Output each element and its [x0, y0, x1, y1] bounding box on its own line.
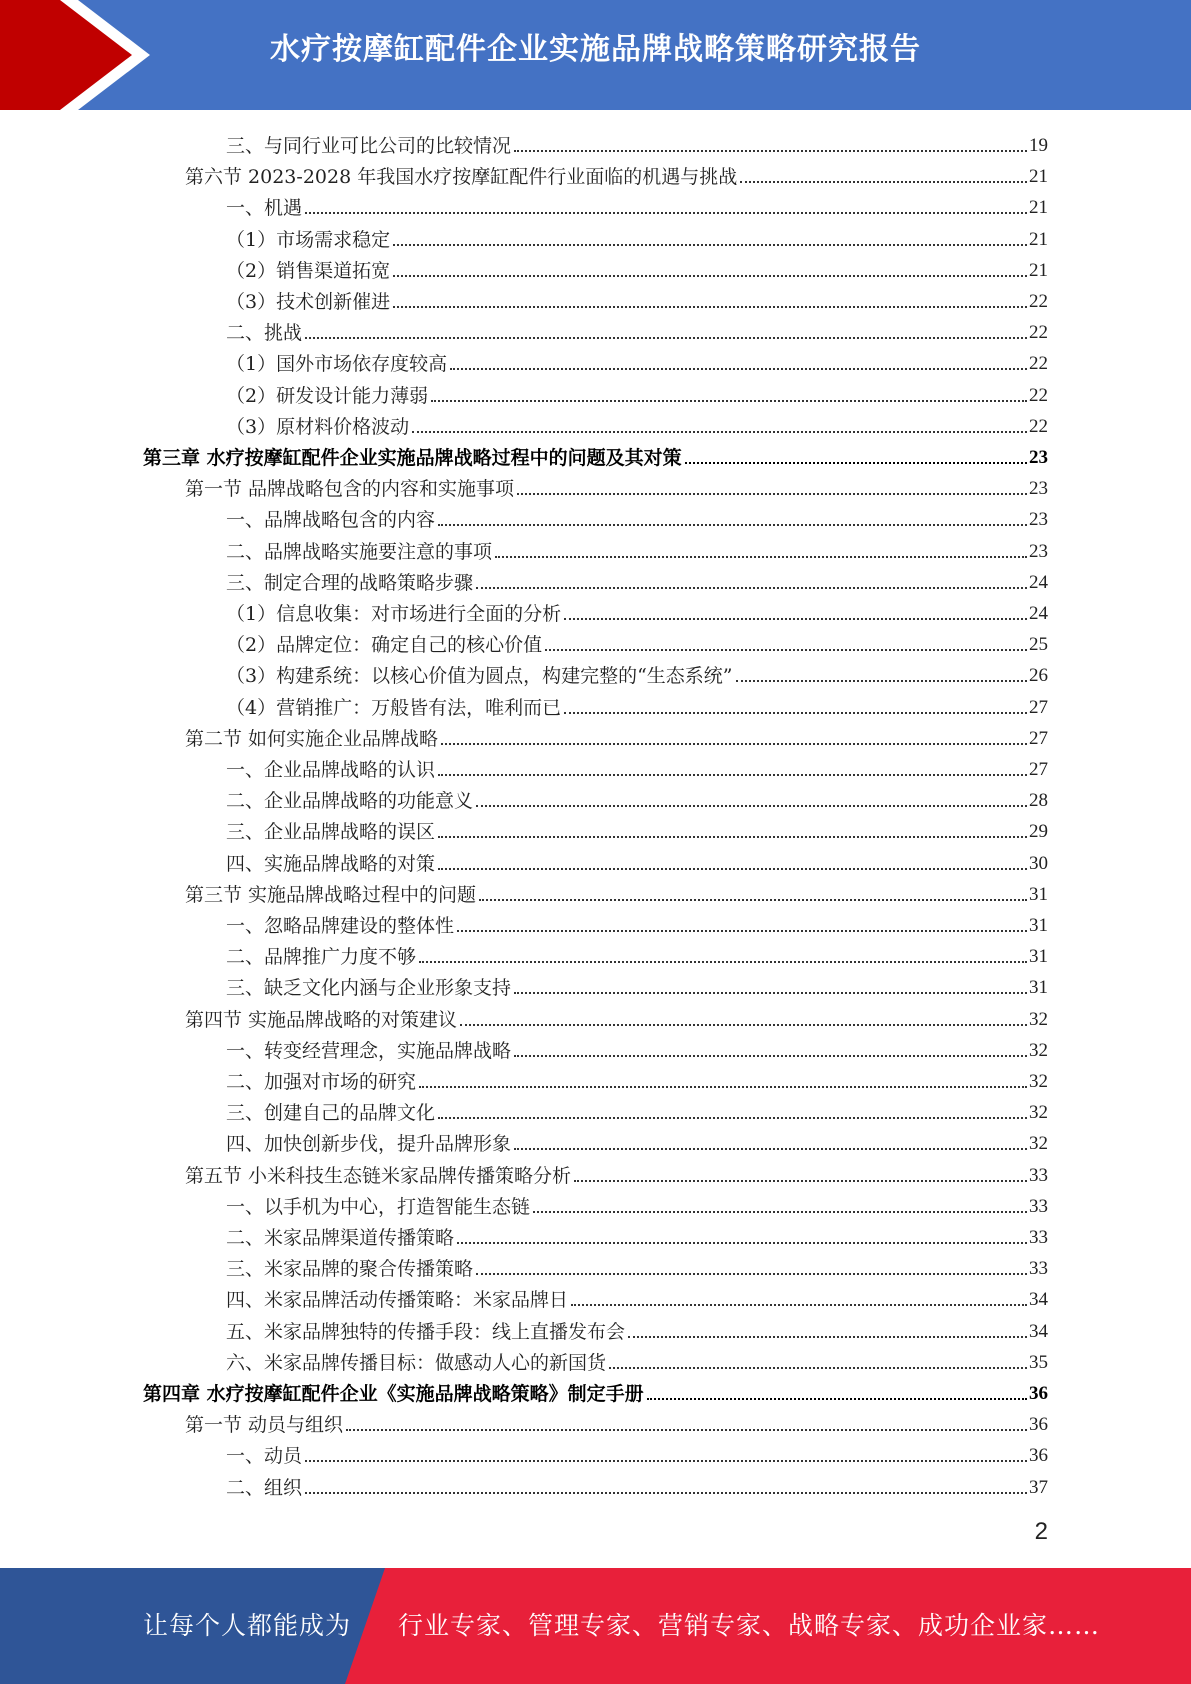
toc-dot-leader — [457, 1242, 1027, 1244]
toc-entry[interactable] — [226, 1313, 1048, 1344]
toc-dot-leader — [495, 556, 1027, 558]
toc-entry-page: 32 — [1029, 1133, 1048, 1155]
toc-entry[interactable] — [226, 1437, 1048, 1468]
toc-entry[interactable] — [185, 720, 1048, 751]
toc-entry-title: 第一节 动员与组织 — [185, 1414, 344, 1437]
toc-dot-leader — [346, 1429, 1027, 1431]
toc-entry-page: 31 — [1029, 946, 1048, 968]
toc-entry-title: 一、转变经营理念，实施品牌战略 — [226, 1039, 512, 1062]
toc-entry-title: 第四章 水疗按摩缸配件企业《实施品牌战略策略》制定手册 — [143, 1383, 644, 1405]
page-header — [0, 0, 1191, 110]
toc-entry-page: 25 — [1029, 634, 1048, 656]
toc-entry-page: 31 — [1029, 883, 1048, 905]
toc-entry-title: 二、企业品牌战略的功能意义 — [226, 790, 474, 813]
toc-entry-page: 22 — [1029, 415, 1048, 437]
toc-entry-title: 二、米家品牌渠道传播策略 — [226, 1227, 455, 1249]
toc-dot-leader — [514, 1055, 1027, 1057]
toc-dot-leader — [479, 899, 1027, 901]
toc-dot-leader — [514, 150, 1027, 152]
toc-entry-title: 五、米家品牌独特的传播手段：线上直播发布会 — [226, 1320, 626, 1343]
toc-entry-page: 37 — [1029, 1476, 1048, 1498]
toc-entry[interactable] — [226, 1125, 1048, 1156]
toc-entry-page: 22 — [1029, 353, 1048, 375]
toc-dot-leader — [305, 212, 1027, 214]
toc-entry-page: 22 — [1029, 291, 1048, 312]
toc-entry[interactable] — [185, 1157, 1048, 1188]
toc-entry-page: 35 — [1029, 1351, 1048, 1373]
toc-entry-title: 第一节 品牌战略包含的内容和实施事项 — [185, 478, 515, 501]
toc-entry[interactable] — [143, 1375, 1048, 1406]
toc-dot-leader — [740, 181, 1027, 183]
toc-entry-page: 31 — [1029, 915, 1048, 936]
toc-entry[interactable] — [226, 501, 1048, 532]
toc-entry-page: 21 — [1029, 259, 1048, 281]
toc-dot-leader — [450, 368, 1027, 370]
toc-entry-title: 四、加快创新步伐，提升品牌形象 — [226, 1133, 512, 1156]
toc-dot-leader — [545, 649, 1027, 651]
toc-entry-title: 第三节 实施品牌战略过程中的问题 — [185, 883, 477, 906]
toc-entry-page: 36 — [1029, 1445, 1048, 1467]
toc-dot-leader — [412, 431, 1027, 433]
toc-entry-page: 34 — [1029, 1320, 1048, 1342]
toc-entry-page: 23 — [1029, 509, 1048, 531]
toc-entry[interactable] — [226, 345, 1048, 376]
toc-dot-leader — [438, 524, 1027, 526]
toc-entry[interactable] — [226, 782, 1048, 813]
toc-entry-title: 三、米家品牌的聚合传播策略 — [226, 1258, 474, 1281]
toc-dot-leader — [609, 1367, 1027, 1369]
toc-entry-title: 第五节 小米科技生态链米家品牌传播策略分析 — [185, 1164, 572, 1187]
toc-dot-leader — [476, 1273, 1027, 1275]
toc-entry[interactable] — [226, 938, 1048, 969]
toc-entry-title: 二、加强对市场的研究 — [226, 1071, 417, 1093]
toc-entry[interactable] — [226, 314, 1048, 345]
toc-dot-leader — [574, 1180, 1027, 1182]
toc-entry[interactable] — [226, 626, 1048, 657]
toc-entry-title: 一、以手机为中心，打造智能生态链 — [226, 1195, 531, 1218]
toc-entry[interactable] — [226, 813, 1048, 844]
toc-dot-leader — [419, 1086, 1027, 1088]
toc-entry-page: 24 — [1029, 571, 1048, 593]
toc-entry-title: 三、与同行业可比公司的比较情况 — [226, 135, 512, 157]
toc-entry-title: 二、品牌推广力度不够 — [226, 946, 417, 969]
toc-entry[interactable] — [226, 595, 1048, 626]
toc-entry-title: 一、忽略品牌建设的整体性 — [226, 915, 455, 937]
toc-entry-title: （2）研发设计能力薄弱 — [226, 384, 429, 407]
toc-entry-title: 三、企业品牌战略的误区 — [226, 821, 436, 844]
toc-entry[interactable] — [226, 377, 1048, 408]
toc-entry-page: 33 — [1029, 1164, 1048, 1186]
toc-entry[interactable] — [226, 221, 1048, 252]
toc-dot-leader — [441, 743, 1027, 745]
toc-dot-leader — [305, 337, 1027, 339]
toc-entry[interactable] — [226, 657, 1048, 688]
toc-entry-title: （2）销售渠道拓宽 — [226, 259, 391, 282]
toc-entry[interactable] — [226, 252, 1048, 283]
page-footer — [0, 1568, 1191, 1684]
toc-entry-title: 四、实施品牌战略的对策 — [226, 852, 436, 875]
toc-entry-page: 21 — [1029, 197, 1048, 219]
toc-entry[interactable] — [226, 969, 1048, 1000]
toc-dot-leader — [457, 930, 1027, 932]
toc-entry-title: （2）品牌定位：确定自己的核心价值 — [226, 634, 543, 657]
toc-dot-leader — [571, 1304, 1027, 1306]
toc-entry[interactable] — [226, 1032, 1048, 1063]
toc-entry-title: 一、品牌战略包含的内容 — [226, 509, 436, 532]
toc-dot-leader — [517, 493, 1027, 495]
toc-entry-title: 二、品牌战略实施要注意的事项 — [226, 540, 493, 563]
toc-dot-leader — [393, 275, 1027, 277]
footer-slogan-left: 让每个人都能成为 — [143, 1611, 352, 1640]
page-number: 2 — [1034, 1518, 1048, 1545]
toc-entry-page: 30 — [1029, 852, 1048, 874]
toc-entry-page: 34 — [1029, 1289, 1048, 1311]
toc-entry-page: 36 — [1029, 1414, 1048, 1436]
toc-entry-page: 21 — [1029, 166, 1048, 188]
toc-entry-title: 一、机遇 — [226, 197, 303, 220]
toc-entry-title: 第三章 水疗按摩缸配件企业实施品牌战略过程中的问题及其对策 — [143, 447, 682, 469]
toc-entry[interactable] — [185, 470, 1048, 501]
toc-entry-title: （1）信息收集：对市场进行全面的分析 — [226, 603, 562, 625]
toc-entry-title: 第六节 2023-2028 年我国水疗按摩缸配件行业面临的机遇与挑战 — [185, 166, 738, 189]
toc-entry[interactable] — [226, 127, 1048, 158]
toc-entry[interactable] — [226, 533, 1048, 564]
toc-entry-title: （3）构建系统：以核心价值为圆点，构建完整的“生态系统” — [226, 665, 733, 688]
toc-entry[interactable] — [226, 1469, 1048, 1500]
toc-entry-page: 23 — [1029, 478, 1048, 500]
toc-entry[interactable] — [226, 751, 1048, 782]
toc-entry-title: 一、动员 — [226, 1445, 303, 1468]
toc-entry-page: 22 — [1029, 322, 1048, 344]
toc-dot-leader — [393, 244, 1027, 246]
toc-entry-page: 32 — [1029, 1039, 1048, 1061]
toc-entry[interactable] — [226, 408, 1048, 439]
toc-entry-title: （4）营销推广：万般皆有法，唯利而已 — [226, 696, 562, 719]
toc-entry-page: 33 — [1029, 1258, 1048, 1280]
toc-entry-title: 一、企业品牌战略的认识 — [226, 759, 436, 781]
toc-entry-page: 21 — [1029, 228, 1048, 250]
toc-entry[interactable] — [226, 189, 1048, 220]
toc-entry[interactable] — [226, 689, 1048, 720]
toc-entry-title: （1）国外市场依存度较高 — [226, 353, 448, 376]
toc-entry-title: （3）技术创新催进 — [226, 291, 391, 313]
toc-entry[interactable] — [226, 564, 1048, 595]
toc-dot-leader — [438, 774, 1027, 776]
toc-dot-leader — [438, 836, 1027, 838]
toc-entry-page: 36 — [1029, 1383, 1048, 1404]
toc-entry[interactable] — [226, 845, 1048, 876]
toc-entry-page: 24 — [1029, 603, 1048, 624]
toc-entry[interactable] — [226, 1281, 1048, 1312]
toc-entry-page: 33 — [1029, 1195, 1048, 1217]
toc-entry-page: 27 — [1029, 727, 1048, 749]
toc-entry[interactable] — [185, 1406, 1048, 1437]
toc-entry-page: 28 — [1029, 790, 1048, 812]
toc-entry-page: 19 — [1029, 135, 1048, 156]
toc-entry[interactable] — [185, 1001, 1048, 1032]
toc-entry-title: 四、米家品牌活动传播策略：米家品牌日 — [226, 1289, 569, 1312]
toc-dot-leader — [305, 1460, 1027, 1462]
toc-entry-page: 29 — [1029, 821, 1048, 843]
report-title: 水疗按摩缸配件企业实施品牌战略策略研究报告 — [270, 32, 921, 67]
toc-entry[interactable] — [143, 439, 1048, 470]
toc-entry[interactable] — [226, 1188, 1048, 1219]
toc-dot-leader — [393, 306, 1027, 308]
toc-entry[interactable] — [226, 1344, 1048, 1375]
toc-dot-leader — [514, 992, 1027, 994]
toc-entry-title: 二、组织 — [226, 1476, 303, 1499]
toc-entry-page: 33 — [1029, 1227, 1048, 1248]
toc-entry-page: 32 — [1029, 1008, 1048, 1030]
toc-dot-leader — [736, 680, 1027, 682]
toc-entry[interactable] — [226, 1219, 1048, 1250]
toc-entry-title: 六、米家品牌传播目标：做感动人心的新国货 — [226, 1351, 607, 1374]
toc-entry-page: 32 — [1029, 1071, 1048, 1092]
toc-entry-title: 三、缺乏文化内涵与企业形象支持 — [226, 977, 512, 1000]
toc-dot-leader — [438, 1117, 1027, 1119]
toc-dot-leader — [476, 805, 1027, 807]
toc-dot-leader — [628, 1336, 1027, 1338]
toc-entry-page: 27 — [1029, 759, 1048, 780]
toc-entry-title: 三、制定合理的战略策略步骤 — [226, 571, 474, 594]
toc-entry-page: 23 — [1029, 540, 1048, 562]
toc-entry-title: 三、创建自己的品牌文化 — [226, 1102, 436, 1125]
toc-entry-title: 二、挑战 — [226, 322, 303, 345]
toc-entry-page: 26 — [1029, 665, 1048, 687]
toc-dot-leader — [685, 462, 1027, 464]
toc-entry[interactable] — [226, 283, 1048, 314]
toc-entry[interactable] — [185, 876, 1048, 907]
toc-entry-page: 31 — [1029, 977, 1048, 999]
toc-entry-title: （3）原材料价格波动 — [226, 415, 410, 438]
toc-entry-title: 第四节 实施品牌战略的对策建议 — [185, 1008, 458, 1031]
toc-entry[interactable] — [226, 1250, 1048, 1281]
toc-dot-leader — [514, 1148, 1027, 1150]
toc-entry-title: （1）市场需求稳定 — [226, 228, 391, 251]
toc-entry[interactable] — [185, 158, 1048, 189]
toc-entry-page: 32 — [1029, 1102, 1048, 1124]
toc-dot-leader — [305, 1492, 1027, 1494]
toc-dot-leader — [564, 618, 1027, 620]
toc-entry-title: 第二节 如何实施企业品牌战略 — [185, 727, 439, 750]
toc-dot-leader — [564, 712, 1027, 714]
toc-entry-page: 22 — [1029, 384, 1048, 406]
toc-dot-leader — [438, 868, 1027, 870]
toc-entry[interactable] — [226, 907, 1048, 938]
toc-entry[interactable] — [226, 1094, 1048, 1125]
toc-entry-page: 27 — [1029, 696, 1048, 718]
footer-slogan-right: 行业专家、管理专家、营销专家、战略专家、成功企业家…… — [398, 1611, 1101, 1640]
toc-entry[interactable] — [226, 1063, 1048, 1094]
toc-dot-leader — [419, 961, 1027, 963]
toc-dot-leader — [460, 1024, 1027, 1026]
toc-entry-page: 23 — [1029, 447, 1048, 468]
toc-dot-leader — [476, 587, 1027, 589]
toc-dot-leader — [431, 400, 1027, 402]
toc-dot-leader — [647, 1398, 1027, 1400]
toc-dot-leader — [533, 1211, 1027, 1213]
